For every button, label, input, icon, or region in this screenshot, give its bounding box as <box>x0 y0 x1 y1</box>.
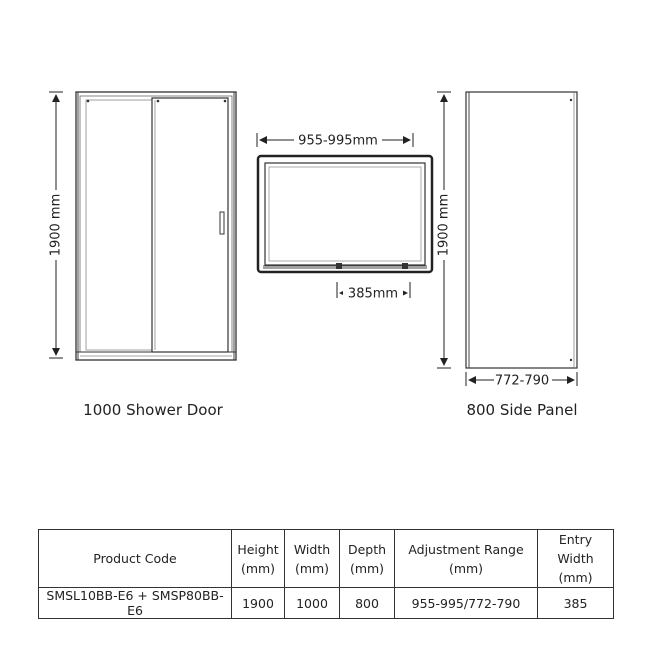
door-height-label: 1900 mm <box>48 193 64 257</box>
panel-width-label: 772-790 <box>494 373 550 389</box>
plan-view <box>257 131 432 302</box>
cell-entry-width: 385 <box>538 588 614 619</box>
panel-caption: 800 Side Panel <box>466 401 578 419</box>
header-adjustment-range: Adjustment Range (mm) <box>395 530 538 588</box>
cell-width: 1000 <box>285 588 340 619</box>
cell-depth: 800 <box>340 588 395 619</box>
cell-adjustment-range: 955-995/772-790 <box>395 588 538 619</box>
product-spec-table <box>38 529 614 619</box>
table-header-row <box>39 530 614 588</box>
door-caption: 1000 Shower Door <box>83 401 223 419</box>
header-width: Width (mm) <box>285 530 340 588</box>
header-product-code: Product Code <box>39 530 232 588</box>
panel-height-label: 1900 mm <box>436 193 452 257</box>
plan-width-label: 955-995mm <box>298 133 378 149</box>
shower-door-elevation <box>49 92 237 419</box>
plan-entry-label: 385mm <box>347 286 399 302</box>
side-panel-elevation <box>437 92 578 419</box>
header-height: Height (mm) <box>232 530 285 588</box>
header-depth: Depth (mm) <box>340 530 395 588</box>
cell-height: 1900 <box>232 588 285 619</box>
table-row <box>39 588 614 619</box>
header-entry-width: Entry Width (mm) <box>538 530 614 588</box>
cell-product-code: SMSL10BB-E6 + SMSP80BB-E6 <box>39 588 232 619</box>
